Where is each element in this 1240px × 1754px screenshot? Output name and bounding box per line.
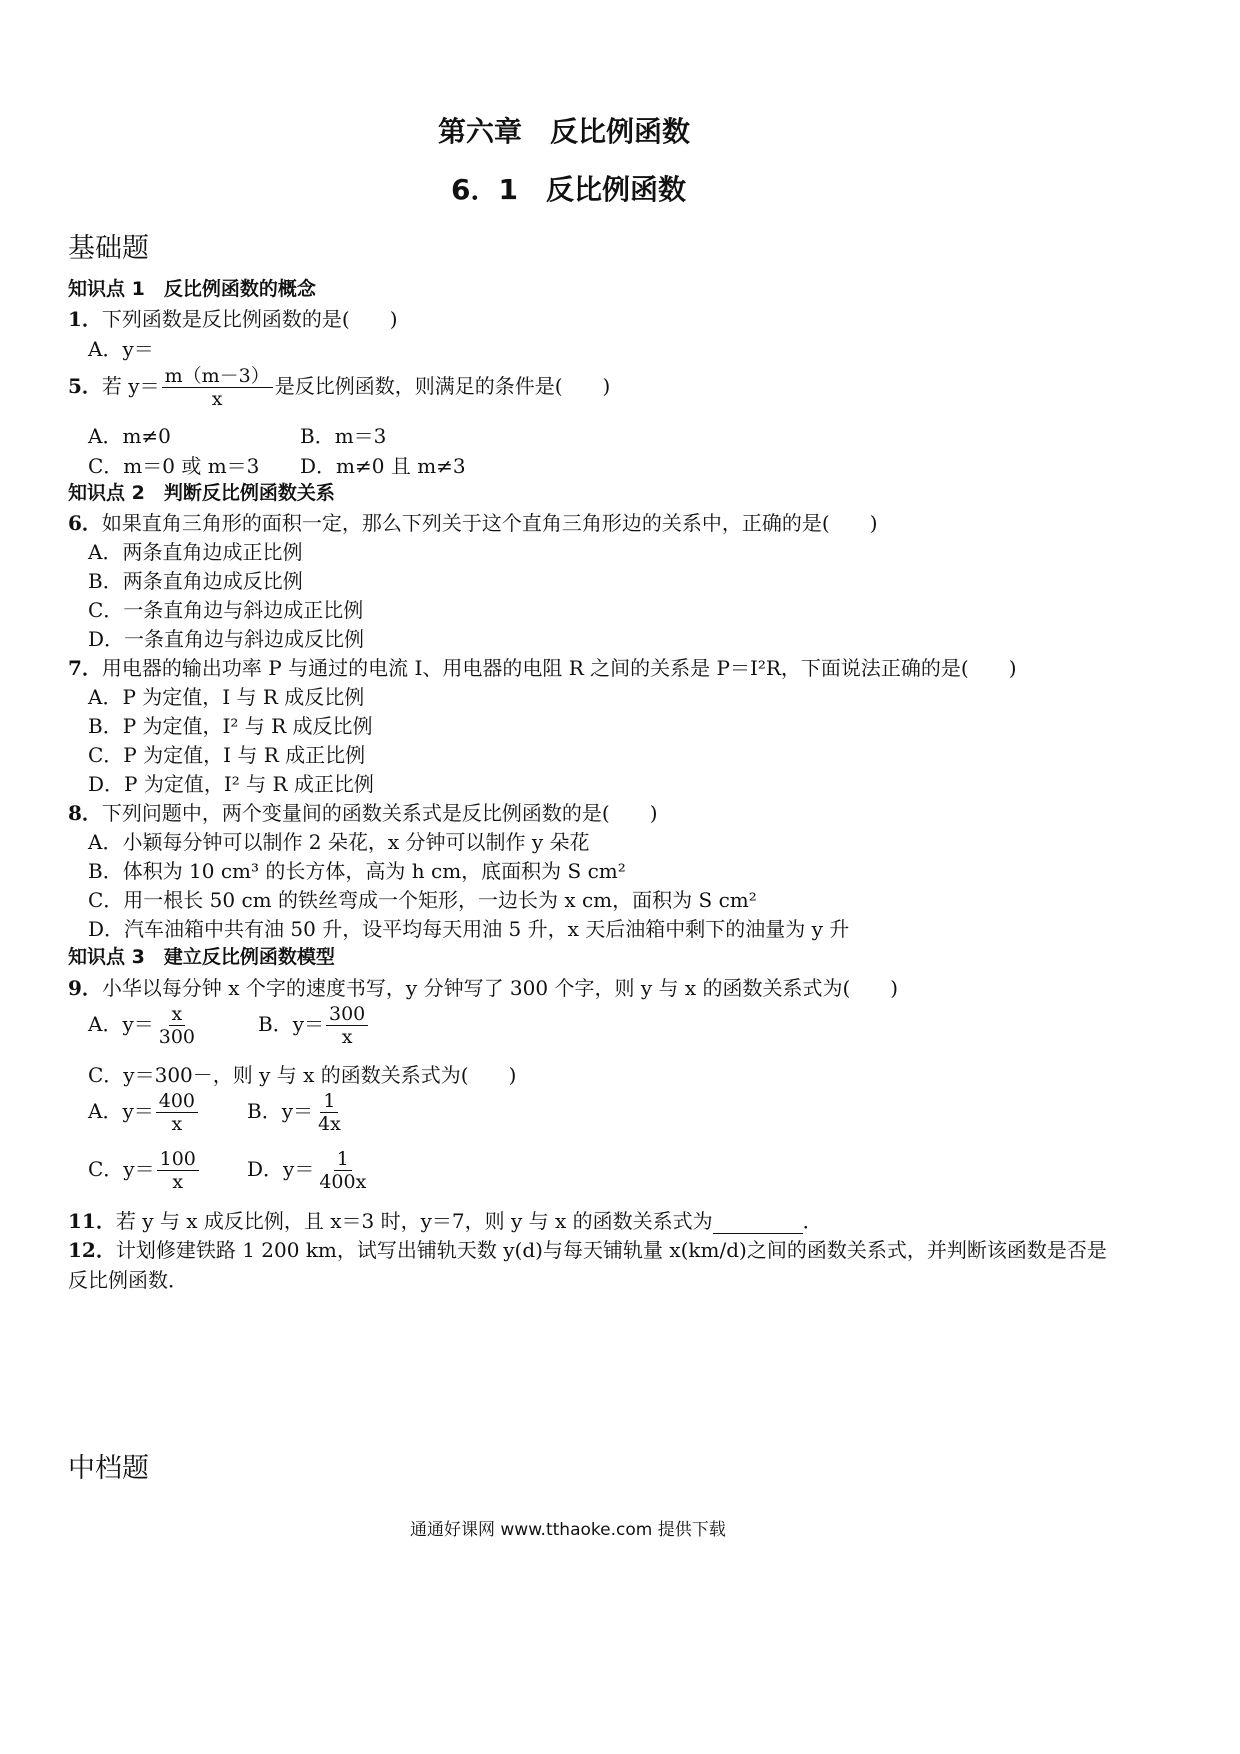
fraction [156, 1090, 198, 1135]
question-5 [68, 365, 610, 410]
numerator: x [169, 1003, 186, 1026]
question-6 [68, 507, 878, 536]
q8-option-c: C．用一根长 50 cm 的铁丝弯成一个矩形，一边长为 x cm，面积为 S cm² [88, 888, 757, 912]
question-8 [68, 797, 658, 826]
q10-option-b [247, 1090, 346, 1135]
option-label: B．y＝ [258, 1012, 324, 1036]
q9-option-b [258, 1003, 370, 1048]
q7-option-a: A．P 为定值，I 与 R 成反比例 [88, 685, 365, 709]
option-label: D．y＝ [247, 1157, 315, 1181]
question-11 [68, 1205, 823, 1234]
question-number: 12． [68, 1238, 116, 1262]
question-number: 6． [68, 511, 102, 535]
numerator: 100 [157, 1148, 199, 1171]
fraction [156, 1003, 198, 1048]
q7-option-b: B．P 为定值，I² 与 R 成反比例 [88, 714, 373, 738]
knowledge-point-1: 知识点 1 反比例函数的概念 [68, 278, 316, 300]
question-number: 5． [68, 374, 102, 398]
numerator: m（m－3） [162, 365, 273, 388]
option-label: A．y＝ [88, 1099, 154, 1123]
answer-blank [713, 1215, 803, 1234]
denominator: 400x [319, 1171, 367, 1193]
knowledge-point-2: 知识点 2 判断反比例函数关系 [68, 482, 335, 504]
question-number: 8． [68, 801, 102, 825]
mid-heading: 中档题 [68, 1453, 149, 1484]
question-text: 如果直角三角形的面积一定，那么下列关于这个直角三角形边的关系中，正确的是( ) [101, 511, 878, 535]
denominator: 300 [158, 1026, 196, 1048]
question-text: 若 y 与 x 成反比例，且 x＝3 时，y＝7，则 y 与 x 的函数关系式为 [115, 1209, 713, 1233]
question-number: 9． [68, 976, 102, 1000]
question-text: 计划修建铁路 1 200 km，试写出铺轨天数 y(d)与每天铺轨量 x(km/d)之间的函数关系式，并判断该函数是否是 [115, 1238, 1107, 1262]
fraction [315, 1090, 344, 1135]
question-number: 11． [68, 1209, 116, 1233]
question-9 [68, 972, 898, 1001]
option-label: B．y＝ [247, 1099, 313, 1123]
knowledge-point-3: 知识点 3 建立反比例函数模型 [68, 946, 335, 968]
q9-option-c: C．y＝300－，则 y 与 x 的函数关系式为( ) [88, 1063, 517, 1087]
q7-option-c: C．P 为定值，I 与 R 成正比例 [88, 743, 366, 767]
question-12 [68, 1234, 1107, 1263]
question-text: 若 y＝ [101, 374, 160, 398]
q1-option-a: A．y＝ [88, 337, 154, 361]
option-label: C．y＝ [88, 1157, 155, 1181]
q8-option-d: D．汽车油箱中共有油 50 升，设平均每天用油 5 升，x 天后油箱中剩下的油量为 y 升 [88, 917, 850, 941]
section-title: 6．1 反比例函数 [451, 173, 686, 206]
q7-option-d: D．P 为定值，I² 与 R 成正比例 [88, 772, 374, 796]
q6-option-c: C．一条直角边与斜边成正比例 [88, 598, 364, 622]
question-text: 用电器的输出功率 P 与通过的电流 I、用电器的电阻 R 之间的关系是 P＝I²R，下面说法正确的是( ) [101, 656, 1017, 680]
denominator: x [211, 388, 223, 410]
numerator: 300 [326, 1003, 368, 1026]
option-label: A．y＝ [88, 1012, 154, 1036]
q5-option-a: A．m≠0 [88, 424, 171, 448]
question-text: 下列函数是反比例函数的是( ) [101, 307, 398, 331]
q5-option-b: B．m＝3 [300, 424, 387, 448]
denominator: x [341, 1026, 353, 1048]
denominator: 4x [318, 1113, 341, 1135]
q10-option-a [88, 1090, 200, 1135]
fraction [326, 1003, 368, 1048]
numerator: 400 [156, 1090, 198, 1113]
q8-option-a: A．小颖每分钟可以制作 2 朵花，x 分钟可以制作 y 朵花 [88, 830, 590, 854]
q5-option-c: C．m＝0 或 m＝3 [88, 454, 260, 478]
footer-credit: 通通好课网 www.tthaoke.com 提供下载 [410, 1520, 726, 1540]
q5-option-d: D．m≠0 且 m≠3 [300, 454, 466, 478]
denominator: x [172, 1171, 184, 1193]
q6-option-b: B．两条直角边成反比例 [88, 569, 303, 593]
question-end: ． [802, 1209, 823, 1233]
question-number: 7． [68, 656, 102, 680]
q10-option-d [247, 1148, 371, 1193]
question-1 [68, 303, 398, 332]
q6-option-a: A．两条直角边成正比例 [88, 540, 303, 564]
basic-heading: 基础题 [68, 233, 149, 264]
question-text: 下列问题中，两个变量间的函数关系式是反比例函数的是( ) [101, 801, 658, 825]
denominator: x [171, 1113, 183, 1135]
question-12-continued: 反比例函数． [68, 1268, 188, 1292]
numerator: 1 [320, 1090, 338, 1113]
chapter-title: 第六章 反比例函数 [438, 115, 691, 148]
question-7 [68, 652, 1017, 681]
fraction [157, 1148, 199, 1193]
q9-option-a [88, 1003, 200, 1048]
fraction [316, 1148, 369, 1193]
numerator: 1 [334, 1148, 352, 1171]
question-text-tail: 是反比例函数，则满足的条件是( ) [274, 374, 611, 398]
q8-option-b: B．体积为 10 cm³ 的长方体，高为 h cm，底面积为 S cm² [88, 859, 626, 883]
question-number: 1． [68, 307, 102, 331]
q10-option-c [88, 1148, 201, 1193]
q6-option-d: D．一条直角边与斜边成反比例 [88, 627, 365, 651]
question-text: 小华以每分钟 x 个字的速度书写，y 分钟写了 300 个字，则 y 与 x 的函数关系式为( ) [101, 976, 899, 1000]
fraction [162, 365, 273, 410]
